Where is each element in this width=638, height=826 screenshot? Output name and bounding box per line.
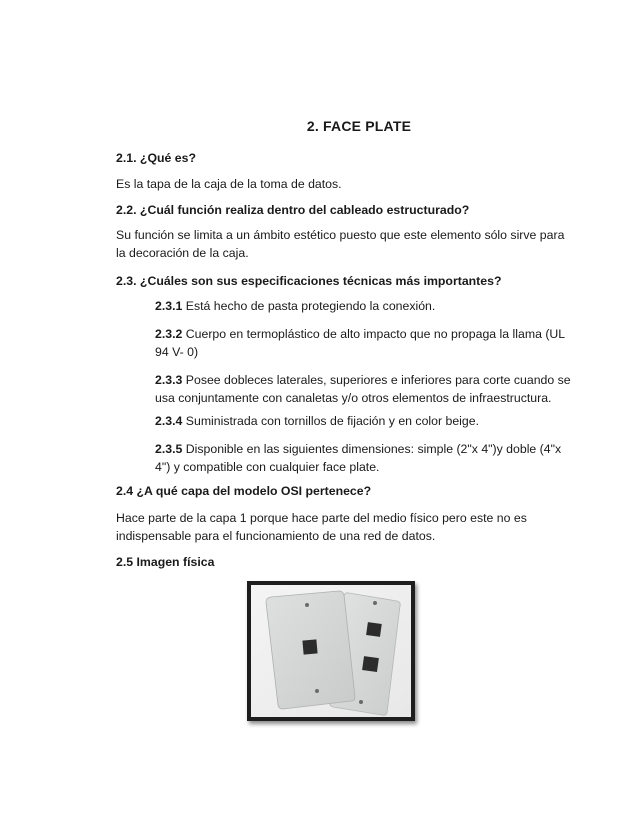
spec-text: Posee dobleces laterales, superiores e inferiores para corte cuando se [182,373,571,387]
spec-number: 2.3.1 [155,299,183,313]
section-heading-2-5: 2.5 Imagen física [116,555,215,569]
spec-item-2-3-5-line2: 4") y compatible con cualquier face plate. [155,460,380,474]
spec-text: Está hecho de pasta protegiendo la conexión. [182,299,436,313]
spec-item-2-3-2-line2: 94 V- 0) [155,345,199,359]
page-title: 2. FACE PLATE [306,118,412,134]
spec-item-2-3-1 [155,298,435,314]
spec-item-2-3-4 [155,413,479,429]
spec-item-2-3-3 [155,372,571,388]
single-face-plate [266,591,355,709]
spec-text: Disponible en las siguientes dimensiones: simple (2"x 4")y doble (4"x [182,442,562,456]
spec-number: 2.3.4 [155,414,183,428]
section-heading-2-1: 2.1. ¿Qué es? [116,151,196,165]
spec-item-2-3-2 [155,326,565,342]
face-plate-photo [247,581,415,721]
spec-item-2-3-5 [155,441,561,457]
section-text-2-4-line2: indispensable para el funcionamiento de una red de datos. [116,529,436,543]
spec-text: Cuerpo en termoplástico de alto impacto que no propaga la llama (UL [182,327,566,341]
section-heading-2-3: 2.3. ¿Cuáles son sus especificaciones técnicas más importantes? [116,274,502,288]
section-text-2-4-line1: Hace parte de la capa 1 porque hace parte del medio físico pero este no es [116,511,527,525]
spec-text: Suministrada con tornillos de fijación y en color beige. [182,414,480,428]
face-plate-illustration [251,585,411,717]
section-text-2-2-line2: la decoración de la caja. [116,246,249,260]
section-text-2-2-line1: Su función se limita a un ámbito estético puesto que este elemento sólo sirve para [116,228,565,242]
section-heading-2-2: 2.2. ¿Cuál función realiza dentro del cableado estructurado? [116,203,470,217]
spec-number: 2.3.2 [155,327,183,341]
spec-number: 2.3.3 [155,373,183,387]
spec-item-2-3-3-line2: usa conjuntamente con canaletas y/o otros elementos de infraestructura. [155,391,552,405]
spec-number: 2.3.5 [155,442,183,456]
section-text-2-1: Es la tapa de la caja de la toma de datos. [116,177,342,191]
section-heading-2-4: 2.4 ¿A qué capa del modelo OSI pertenece? [116,484,372,498]
